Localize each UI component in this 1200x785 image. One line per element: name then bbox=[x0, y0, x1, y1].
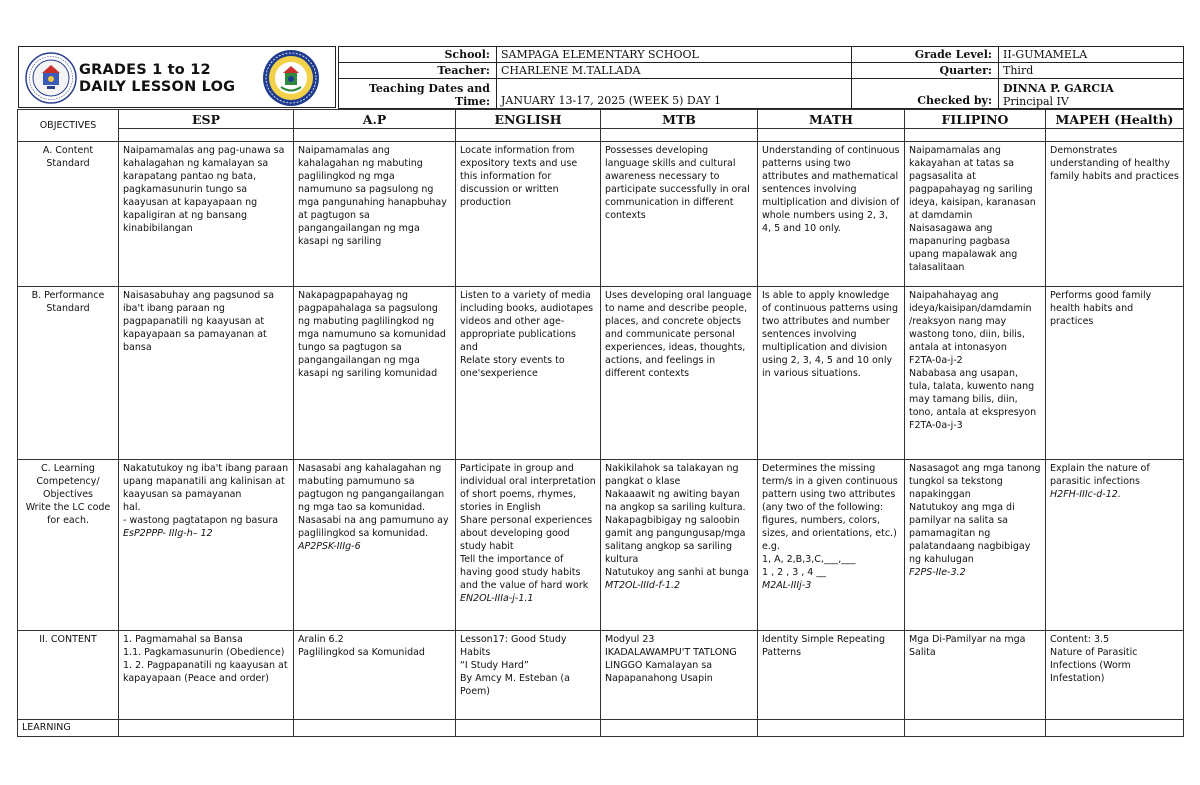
teaching-dates-value: JANUARY 13-17, 2025 (WEEK 5) DAY 1 bbox=[497, 79, 852, 109]
grid-cell bbox=[294, 460, 456, 631]
row-label: A. Content Standard bbox=[18, 142, 119, 287]
grid-cell bbox=[294, 631, 456, 720]
lc-code: AP2PSK-IIIg-6 bbox=[298, 541, 361, 552]
grid-cell bbox=[758, 287, 905, 460]
blank-cell bbox=[119, 720, 294, 737]
grid-cell bbox=[758, 631, 905, 720]
grid-cell bbox=[1046, 142, 1184, 287]
grade-level-label: Grade Level: bbox=[852, 47, 999, 63]
grid-cell bbox=[1046, 631, 1184, 720]
grid-cell bbox=[601, 287, 758, 460]
grid-cell bbox=[456, 287, 601, 460]
cell-text: Nakapagpapahayag ng pagpapahalaga sa pagsulong ng mabuting paglilingkod ng mga namumuno sa komunidad tungo sa pagtugon sa pangangailangan ng mga kasapi ng sariling komunidad bbox=[298, 290, 446, 379]
cell-text: Nasasagot ang mga tanong tungkol sa tekstong napakinggan Natutukoy ang mga di pamilyar na salita sa pamamagitan ng palatandaang nagbibigay ng kahulugan bbox=[909, 463, 1041, 565]
cell-text: Explain the nature of parasitic infections bbox=[1050, 463, 1150, 487]
blank-cell bbox=[601, 129, 758, 142]
subject-header: ENGLISH bbox=[456, 110, 601, 129]
grade-level-value: II-GUMAMELA bbox=[999, 47, 1184, 63]
log-title bbox=[79, 62, 259, 96]
teaching-dates-label bbox=[339, 79, 497, 109]
blank-cell bbox=[758, 720, 905, 737]
lc-code: F2PS-IIe-3.2 bbox=[909, 567, 966, 578]
learning-row bbox=[18, 720, 1184, 737]
grid-row bbox=[18, 287, 1184, 460]
cell-text: Mga Di-Pamilyar na mga Salita bbox=[909, 634, 1026, 658]
cell-text: Nakatutukoy ng iba't ibang paraan upang mapanatili ang kalinisan at kaayusan sa pamayanan hal. - wastong pagtatapon ng basura bbox=[123, 463, 289, 526]
subject-header: FILIPINO bbox=[905, 110, 1046, 129]
cell-text: Performs good family health habits and practices bbox=[1050, 290, 1152, 327]
grid-cell bbox=[456, 460, 601, 631]
subject-header: MAPEH (Health) bbox=[1046, 110, 1184, 129]
grid-row bbox=[18, 142, 1184, 287]
title-line-1: GRADES 1 to 12 bbox=[79, 62, 211, 78]
grid-cell bbox=[601, 631, 758, 720]
teacher-label: Teacher: bbox=[339, 63, 497, 79]
blank-cell bbox=[758, 129, 905, 142]
cell-text: Locate information from expository texts and use this information for discussion or written production bbox=[460, 145, 578, 208]
blank-cell bbox=[905, 720, 1046, 737]
cell-text: Understanding of continuous patterns using two attributes and mathematical sentences involving multiplication and division of whole numbers using 2, 3, 4, 5 and 10 only. bbox=[762, 145, 900, 234]
cell-text: Naipamamalas ang pag-unawa sa kahalagahan ng kamalayan sa karapatang pantao ng bata, pagkamasunurin tungo sa kaayusan at kapayapaan ng kapaligiran at ng bansang kinabibilangan bbox=[123, 145, 285, 234]
school-label: School: bbox=[339, 47, 497, 63]
cell-text: Aralin 6.2 Paglilingkod sa Komunidad bbox=[298, 634, 425, 658]
blank-cell bbox=[905, 129, 1046, 142]
blank-cell bbox=[294, 129, 456, 142]
grid-body bbox=[18, 142, 1184, 737]
grid-cell bbox=[905, 460, 1046, 631]
blank-row bbox=[18, 129, 1184, 142]
grid-cell bbox=[601, 142, 758, 287]
blank-cell bbox=[119, 129, 294, 142]
subject-header: MATH bbox=[758, 110, 905, 129]
teaching-dates-label-line1: Teaching Dates and bbox=[368, 82, 490, 95]
blank-cell bbox=[456, 129, 601, 142]
header-title-block bbox=[18, 46, 336, 108]
quarter-label: Quarter: bbox=[852, 63, 999, 79]
cell-text: Nakikilahok sa talakayan ng pangkat o klase Nakaaawit ng awiting bayan na angkop sa sariling kultura. Nakapagbibigay ng saloobin gamit ang pangungusap/mga salitang angkop sa sariling kultura Natutukoy ang sanhi at bunga bbox=[605, 463, 749, 578]
deped-seal-icon bbox=[25, 52, 77, 104]
grid-cell bbox=[1046, 460, 1184, 631]
cell-text: Naipahahayag ang ideya/kaisipan/damdamin /reaksyon nang may wastong tono, diin, bilis, antala at intonasyon F2TA-0a-j-2 Nababasa ang usapan, tula, talata, kuwento nang may tamang bilis, diin, tono, antala at ekspresyon F2TA-0a-j-3 bbox=[909, 290, 1037, 431]
blank-cell bbox=[1046, 720, 1184, 737]
checked-by-name: DINNA P. GARCIA bbox=[1003, 82, 1114, 95]
lc-code: MT2OL-IIId-f-1.2 bbox=[605, 580, 681, 591]
subject-header: A.P bbox=[294, 110, 456, 129]
school-value: SAMPAGA ELEMENTARY SCHOOL bbox=[497, 47, 852, 63]
checked-by-label: Checked by: bbox=[852, 79, 999, 109]
grid-cell bbox=[758, 142, 905, 287]
cell-text: Is able to apply knowledge of continuous patterns using two attributes and number sentences involving multiplication and division using 2, 3, 4, 5 and 10 only in various situations. bbox=[762, 290, 898, 379]
cell-text: Uses developing oral language to name and describe people, places, and concrete objects and communicate personal experiences, ideas, thoughts, actions, and feelings in different contexts bbox=[605, 290, 752, 379]
subject-header: ESP bbox=[119, 110, 294, 129]
cell-text: Naipamamalas ang kahalagahan ng mabuting paglilingkod ng mga namumuno sa pagsulong ng mga pangunahing hanapbuhay at pagtugon sa pangangailangan ng mga kasapi ng sariling bbox=[298, 145, 447, 247]
learning-label: LEARNING bbox=[18, 720, 119, 737]
cell-text: Possesses developing language skills and cultural awareness necessary to participate successfully in oral communication in different contexts bbox=[605, 145, 750, 221]
teacher-value: CHARLENE M.TALLADA bbox=[497, 63, 852, 79]
grid-cell bbox=[601, 460, 758, 631]
grid-cell bbox=[294, 142, 456, 287]
cell-text: Determines the missing term/s in a given continuous pattern using two attributes (any two of the following: figures, numbers, colors, sizes, and orientations, etc.) e.g. 1, A, 2,B,3,C,___,___ 1 , 2 , 3 , 4 __ bbox=[762, 463, 898, 578]
teaching-dates-label-line2: Time: bbox=[454, 95, 490, 108]
grid-cell bbox=[1046, 287, 1184, 460]
subject-header: MTB bbox=[601, 110, 758, 129]
grid-cell bbox=[119, 631, 294, 720]
cell-text: Demonstrates understanding of healthy family habits and practices bbox=[1050, 145, 1179, 182]
blank-cell bbox=[456, 720, 601, 737]
lc-code: M2AL-IIIj-3 bbox=[762, 580, 812, 591]
quarter-value: Third bbox=[999, 63, 1184, 79]
lc-code: H2FH-IIIc-d-12. bbox=[1050, 489, 1121, 500]
row-label: C. Learning Competency/ Objectives Write the LC code for each. bbox=[18, 460, 119, 631]
cell-text: Identity Simple Repeating Patterns bbox=[762, 634, 886, 658]
lc-code: EN2OL-IIIa-j-1.1 bbox=[460, 593, 534, 604]
blank-cell bbox=[601, 720, 758, 737]
checked-by-title: Principal IV bbox=[1003, 95, 1069, 108]
grid-cell bbox=[758, 460, 905, 631]
cell-text: Lesson17: Good Study Habits “I Study Hard” By Amcy M. Esteban (a Poem) bbox=[460, 634, 570, 697]
grid-cell bbox=[294, 287, 456, 460]
cell-text: Naipamamalas ang kakayahan at tatas sa pagsasalita at pagpapahayag ng sariling ideya, kaisipan, karanasan at damdamin Naisasagawa ang mapanuring pagbasa upang mapalawak ang talasalitaan bbox=[909, 145, 1036, 273]
cell-text: Participate in group and individual oral interpretation of short poems, rhymes, stories in English Share personal experiences about developing good study habit Tell the importance of having good study habits and the value of hard work bbox=[460, 463, 596, 591]
lc-code: EsP2PPP- IIIg-h– 12 bbox=[123, 528, 213, 539]
cell-text: Nasasabi ang kahalagahan ng mabuting pamumuno sa pagtugon ng pangangailangan ng mga tao sa komunidad. Nasasabi na ang pamumuno ay paglilingkod sa komunidad. bbox=[298, 463, 449, 539]
grid-cell bbox=[456, 631, 601, 720]
cell-text: Modyul 23 IKADALAWAMPU'T TATLONG LINGGO Kamalayan sa Napapanahong Usapin bbox=[605, 634, 737, 684]
cell-text: 1. Pagmamahal sa Bansa 1.1. Pagkamasunurin (Obedience) 1. 2. Pagpapanatili ng kaayusan at kapayapaan (Peace and order) bbox=[123, 634, 288, 684]
grid-cell bbox=[119, 287, 294, 460]
grid-cell bbox=[119, 460, 294, 631]
school-seal-icon bbox=[262, 49, 320, 107]
grid-cell bbox=[119, 142, 294, 287]
row-label: B. Performance Standard bbox=[18, 287, 119, 460]
row-label: II. CONTENT bbox=[18, 631, 119, 720]
cell-text: Listen to a variety of media including books, audiotapes videos and other age-appropriate publications and Relate story events to one'sexperience bbox=[460, 290, 594, 379]
grid-cell bbox=[905, 142, 1046, 287]
grid-cell bbox=[905, 631, 1046, 720]
subject-header-row bbox=[18, 110, 1184, 129]
title-line-2: DAILY LESSON LOG bbox=[79, 79, 236, 95]
grid-row bbox=[18, 631, 1184, 720]
cell-text: Naisasabuhay ang pagsunod sa iba't ibang paraan ng pagpapanatili ng kaayusan at kapayapaan sa pamayanan at bansa bbox=[123, 290, 275, 353]
cell-text: Content: 3.5 Nature of Parasitic Infections (Worm Infestation) bbox=[1050, 634, 1138, 684]
grid-cell bbox=[456, 142, 601, 287]
objectives-label: OBJECTIVES bbox=[18, 110, 119, 142]
header-info-table bbox=[338, 46, 1184, 109]
grid-row bbox=[18, 460, 1184, 631]
grid-cell bbox=[905, 287, 1046, 460]
blank-cell bbox=[294, 720, 456, 737]
lesson-grid-table bbox=[17, 109, 1184, 737]
checked-by-value bbox=[999, 79, 1184, 109]
blank-cell bbox=[1046, 129, 1184, 142]
